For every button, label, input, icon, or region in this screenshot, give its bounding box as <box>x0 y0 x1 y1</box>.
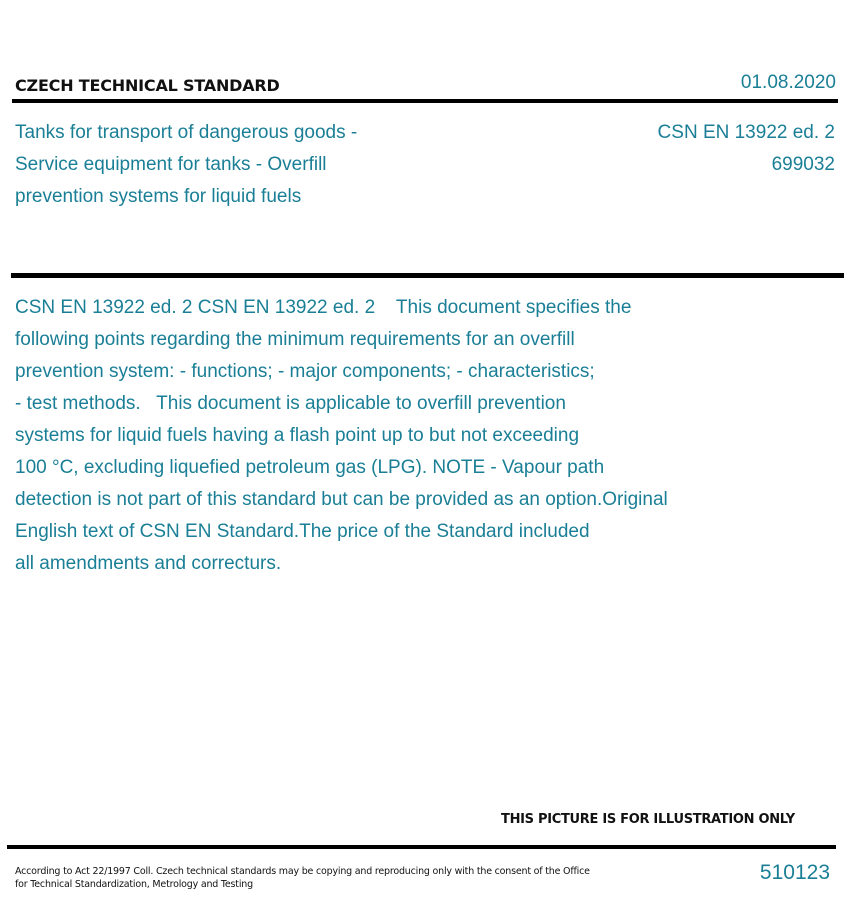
abstract-line: following points regarding the minimum requirements for an overfill <box>15 329 575 350</box>
standard-code: CSN EN 13922 ed. 2 <box>657 122 835 143</box>
abstract-line: all amendments and correcturs. <box>15 553 282 574</box>
standard-title <box>15 117 435 213</box>
legal-notice <box>15 865 595 891</box>
abstract-line: prevention system: - functions; - major components; - characteristics; <box>15 361 595 382</box>
abstract-line: CSN EN 13922 ed. 2 CSN EN 13922 ed. 2 This document specifies the <box>15 297 632 318</box>
title-line: Tanks for transport of dangerous goods - <box>15 122 358 143</box>
title-divider <box>11 273 844 278</box>
abstract-line: English text of CSN EN Standard.The price of the Standard included <box>15 521 590 542</box>
abstract-line: detection is not part of this standard but can be provided as an option.Original <box>15 489 668 510</box>
title-line: prevention systems for liquid fuels <box>15 186 302 207</box>
standard-identifiers <box>658 117 835 181</box>
abstract-line: - test methods. This document is applicable to overfill prevention <box>15 393 566 414</box>
abstract-text <box>15 292 785 580</box>
catalog-number: 699032 <box>771 154 835 175</box>
legal-line: According to Act 22/1997 Coll. Czech technical standards may be copying and reproducing only with the consent of the Office <box>15 866 590 877</box>
illustration-notice: THIS PICTURE IS FOR ILLUSTRATION ONLY <box>501 812 795 827</box>
abstract-line: systems for liquid fuels having a flash point up to but not exceeding <box>15 425 580 446</box>
standard-type-heading: CZECH TECHNICAL STANDARD <box>15 76 280 95</box>
footer-divider <box>7 845 836 849</box>
document-id: 510123 <box>759 861 830 884</box>
legal-line: for Technical Standardization, Metrology and Testing <box>15 879 253 890</box>
publication-date: 01.08.2020 <box>740 72 836 93</box>
abstract-line: 100 °C, excluding liquefied petroleum gas (LPG). NOTE - Vapour path <box>15 457 605 478</box>
title-line: Service equipment for tanks - Overfill <box>15 154 327 175</box>
header-divider <box>12 99 838 103</box>
